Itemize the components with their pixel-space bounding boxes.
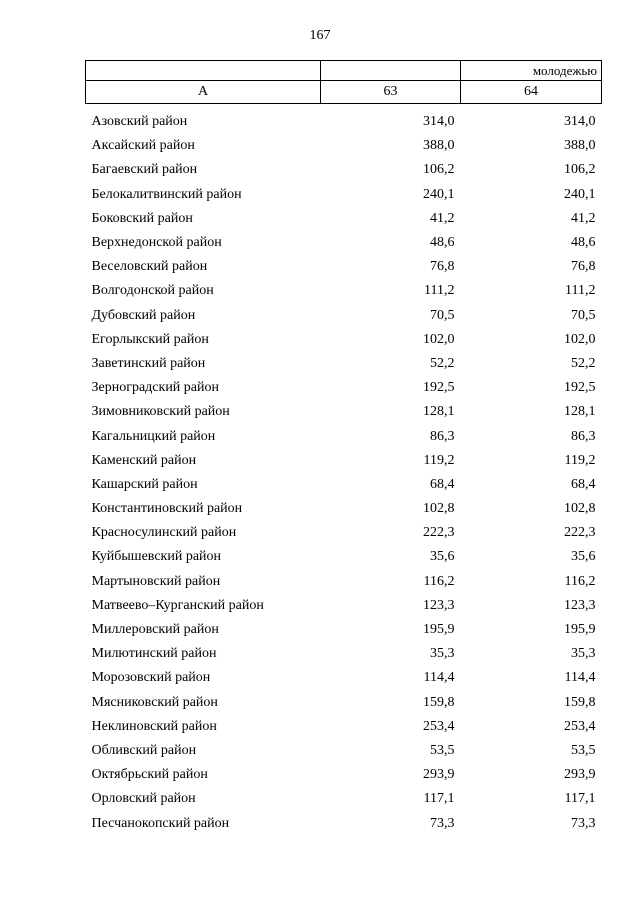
value-col-63: 106,2 (423, 162, 455, 178)
value-col-63: 119,2 (423, 452, 455, 468)
district-name: Зимовниковский район (91, 404, 230, 420)
value-col-63: 68,4 (430, 476, 455, 492)
value-col-63: 76,8 (430, 259, 455, 275)
table-row (86, 811, 602, 835)
value-col-64: 192,5 (564, 380, 596, 396)
district-name: Красносулинский район (91, 525, 237, 541)
value-col-64: 102,8 (564, 501, 596, 517)
table-row (86, 642, 602, 666)
value-col-64: 388,0 (564, 138, 596, 154)
district-name: Обливский район (91, 742, 197, 758)
district-name: Верхнедонской район (91, 235, 222, 251)
value-col-63: 70,5 (430, 307, 455, 323)
district-name: Белокалитвинский район (91, 186, 242, 202)
value-col-64: 117,1 (564, 791, 596, 807)
header-code-64: 64 (461, 81, 602, 104)
table-row (86, 570, 602, 594)
value-col-64: 68,4 (571, 476, 596, 492)
value-col-63: 128,1 (423, 404, 455, 420)
value-col-64: 114,4 (564, 670, 596, 686)
value-col-63: 111,2 (424, 283, 455, 299)
value-col-63: 222,3 (423, 525, 455, 541)
district-name: Миллеровский район (91, 622, 219, 638)
value-col-64: 41,2 (571, 210, 596, 226)
table-row (86, 763, 602, 787)
table-row (86, 787, 602, 811)
table-row (86, 183, 602, 207)
value-col-64: 111,2 (565, 283, 596, 299)
table-row (86, 110, 602, 134)
header-row-top (86, 61, 602, 81)
value-col-64: 116,2 (564, 573, 596, 589)
table-row (86, 618, 602, 642)
table-row (86, 352, 602, 376)
value-col-64: 240,1 (564, 186, 596, 202)
value-col-64: 48,6 (571, 235, 596, 251)
district-name: Милютинский район (91, 646, 217, 662)
table-row (86, 739, 602, 763)
district-name: Азовский район (91, 114, 188, 130)
table-row (86, 304, 602, 328)
table-row (86, 497, 602, 521)
district-name: Орловский район (91, 791, 196, 807)
header-code-63: 63 (321, 81, 461, 104)
district-name: Песчанокопский район (91, 815, 230, 831)
district-name: Матвеево–Курганский район (91, 597, 264, 613)
header-top-cell-64: молодежью (461, 61, 602, 81)
table-row (86, 400, 602, 424)
table-row (86, 279, 602, 303)
district-name: Волгодонской район (91, 283, 214, 299)
table-row (86, 158, 602, 182)
value-col-63: 314,0 (423, 114, 455, 130)
value-col-63: 240,1 (423, 186, 455, 202)
table-row (86, 255, 602, 279)
value-col-64: 128,1 (564, 404, 596, 420)
value-col-63: 253,4 (423, 718, 455, 734)
value-col-63: 159,8 (423, 694, 455, 710)
value-col-64: 73,3 (571, 815, 596, 831)
table-row (86, 473, 602, 497)
value-col-63: 41,2 (430, 210, 455, 226)
value-col-64: 35,3 (571, 646, 596, 662)
district-name: Веселовский район (91, 259, 208, 275)
value-col-63: 114,4 (423, 670, 455, 686)
table-row (86, 134, 602, 158)
header-top-cell-name (86, 61, 321, 81)
value-col-63: 35,6 (430, 549, 455, 565)
value-col-63: 116,2 (423, 573, 455, 589)
district-name: Дубовский район (91, 307, 196, 323)
data-table (85, 60, 602, 836)
value-col-63: 73,3 (430, 815, 455, 831)
value-col-64: 159,8 (564, 694, 596, 710)
district-name: Каменский район (91, 452, 197, 468)
header-row-codes (86, 81, 602, 104)
district-name: Заветинский район (91, 355, 206, 371)
value-col-64: 35,6 (571, 549, 596, 565)
value-col-63: 117,1 (423, 791, 455, 807)
table-row (86, 424, 602, 448)
district-name: Октябрьский район (91, 767, 208, 783)
table-body (86, 104, 602, 836)
district-name: Куйбышевский район (91, 549, 222, 565)
table-row (86, 594, 602, 618)
value-col-63: 52,2 (430, 355, 455, 371)
value-col-63: 53,5 (430, 742, 455, 758)
district-name: Багаевский район (91, 162, 198, 178)
value-col-63: 48,6 (430, 235, 455, 251)
value-col-64: 293,9 (564, 767, 596, 783)
district-name: Кашарский район (91, 476, 198, 492)
district-name: Морозовский район (91, 670, 211, 686)
header-top-cell-63 (321, 61, 461, 81)
table-row (86, 328, 602, 352)
value-col-63: 293,9 (423, 767, 455, 783)
value-col-63: 86,3 (430, 428, 455, 444)
district-name: Боковский район (91, 210, 193, 226)
table-row (86, 376, 602, 400)
district-name: Егорлыкский район (91, 331, 209, 347)
value-col-64: 76,8 (571, 259, 596, 275)
district-name: Неклиновский район (91, 718, 217, 734)
table-row (86, 545, 602, 569)
table-row (86, 521, 602, 545)
table-row (86, 449, 602, 473)
header-code-a: А (86, 81, 321, 104)
table-row (86, 231, 602, 255)
value-col-64: 52,2 (571, 355, 596, 371)
table-header (86, 61, 602, 104)
value-col-64: 70,5 (571, 307, 596, 323)
page-number: 167 (309, 28, 331, 43)
table-row (86, 207, 602, 231)
table-row (86, 715, 602, 739)
value-col-64: 314,0 (564, 114, 596, 130)
value-col-63: 388,0 (423, 138, 455, 154)
district-name: Кагальницкий район (91, 428, 216, 444)
value-col-64: 222,3 (564, 525, 596, 541)
value-col-63: 102,8 (423, 501, 455, 517)
value-col-64: 86,3 (571, 428, 596, 444)
table-row (86, 691, 602, 715)
value-col-64: 195,9 (564, 622, 596, 638)
value-col-64: 53,5 (571, 742, 596, 758)
district-name: Аксайский район (91, 138, 195, 154)
value-col-63: 102,0 (423, 331, 455, 347)
value-col-64: 123,3 (564, 597, 596, 613)
value-col-63: 35,3 (430, 646, 455, 662)
district-name: Константиновский район (91, 501, 243, 517)
value-col-63: 123,3 (423, 597, 455, 613)
value-col-63: 195,9 (423, 622, 455, 638)
value-col-64: 253,4 (564, 718, 596, 734)
table-row (86, 666, 602, 690)
district-name: Зерноградский район (91, 380, 219, 396)
value-col-64: 119,2 (564, 452, 596, 468)
district-name: Мартыновский район (91, 573, 221, 589)
value-col-63: 192,5 (423, 380, 455, 396)
value-col-64: 106,2 (564, 162, 596, 178)
value-col-64: 102,0 (564, 331, 596, 347)
district-name: Мясниковский район (91, 694, 218, 710)
